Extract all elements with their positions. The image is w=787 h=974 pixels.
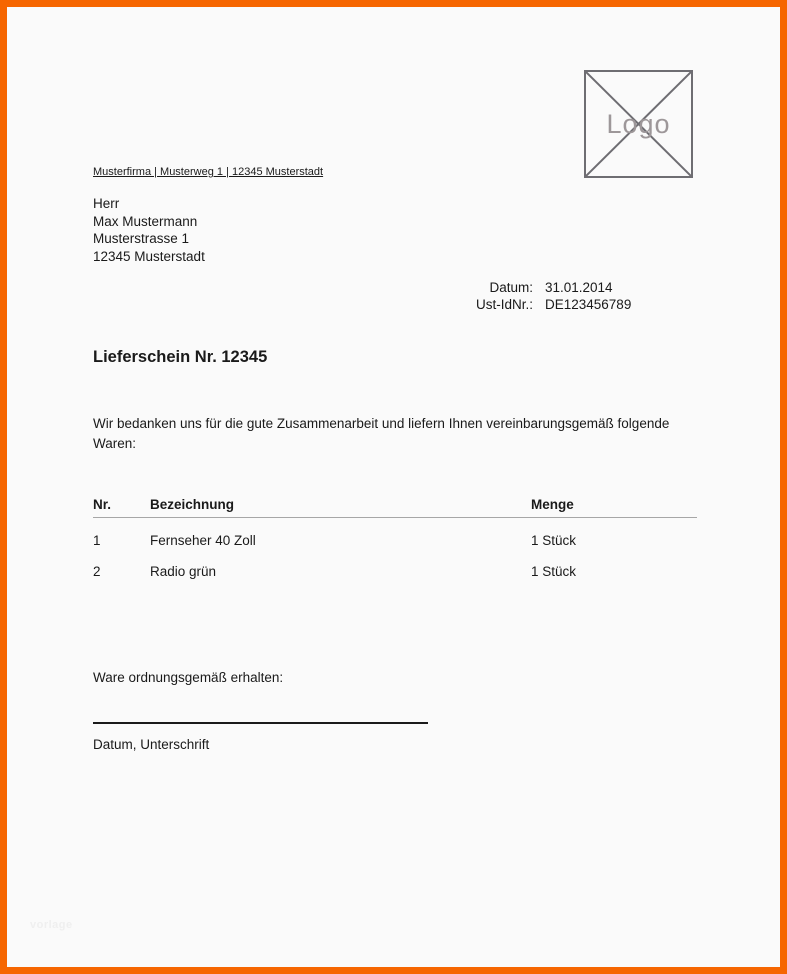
signature-line — [93, 722, 428, 724]
recipient-name: Max Mustermann — [93, 213, 198, 229]
watermark-text: vorlage — [30, 919, 73, 931]
item-name: Fernseher 40 Zoll — [150, 533, 256, 548]
vat-id-value: DE123456789 — [545, 297, 632, 312]
header-nr: Nr. — [93, 497, 112, 512]
table-row — [93, 533, 697, 548]
logo-placeholder-label: Logo — [606, 108, 671, 139]
sender-address-line: Musterfirma | Musterweg 1 | 12345 Musterstadt — [93, 166, 324, 178]
recipient-salutation: Herr — [93, 196, 120, 211]
header-bezeichnung: Bezeichnung — [150, 497, 235, 512]
items-table-header-row — [93, 497, 697, 518]
item-nr: 2 — [93, 564, 101, 579]
recipient-address-block — [93, 195, 205, 265]
item-name: Radio grün — [150, 564, 217, 579]
item-nr: 1 — [93, 533, 101, 548]
date-value: 31.01.2014 — [545, 280, 613, 295]
document-meta-block — [458, 279, 631, 313]
vat-id-label: Ust-IdNr.: — [475, 297, 533, 312]
intro-paragraph: Wir bedanken uns für die gute Zusammenarbeit und liefern Ihnen vereinbarungsgemäß folgende Waren: — [93, 416, 670, 451]
table-row — [93, 564, 697, 579]
signature-caption: Datum, Unterschrift — [93, 737, 210, 752]
recipient-city: 12345 Musterstadt — [93, 248, 205, 264]
logo-placeholder — [584, 70, 693, 178]
receipt-confirmation-label: Ware ordnungsgemäß erhalten: — [93, 670, 284, 685]
item-qty: 1 Stück — [531, 533, 577, 548]
header-menge: Menge — [531, 497, 574, 512]
date-label: Datum: — [489, 280, 533, 295]
items-table — [93, 497, 697, 579]
item-qty: 1 Stück — [531, 564, 577, 579]
document-title: Lieferschein Nr. 12345 — [93, 348, 268, 366]
recipient-street: Musterstrasse 1 — [93, 231, 190, 247]
